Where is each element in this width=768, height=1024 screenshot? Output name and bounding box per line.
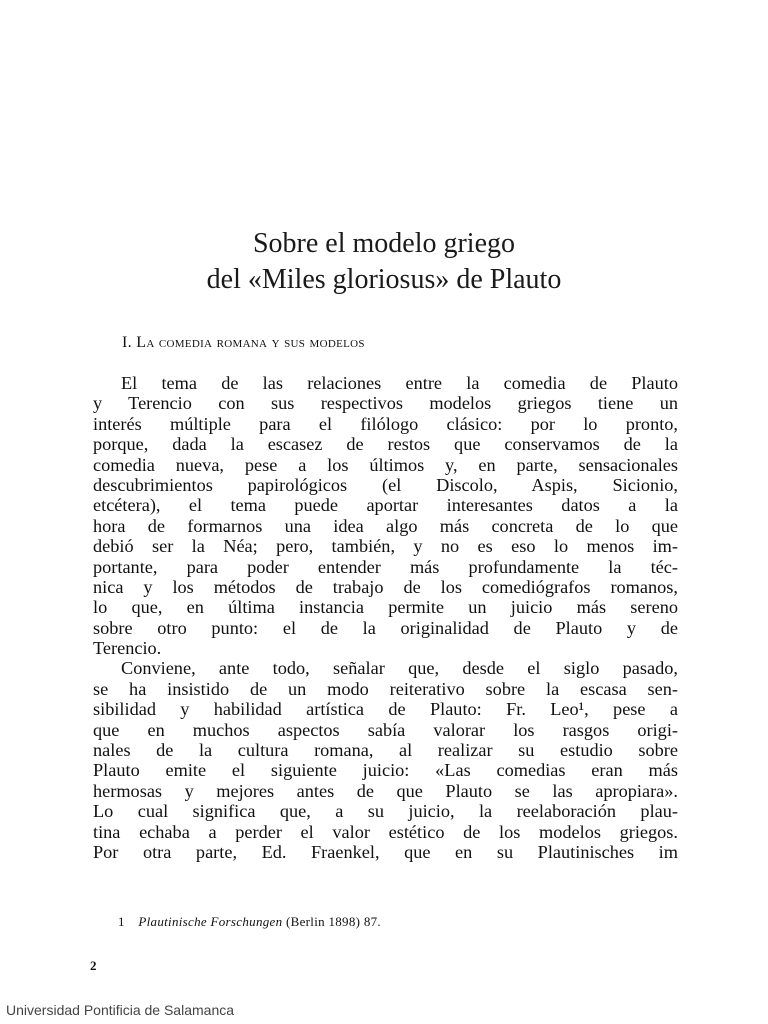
text-line: hermosas y mejores antes de que Plauto se las apropiara».: [93, 780, 678, 801]
text-line: lo que, en última instancia permite un juicio más sereno: [93, 597, 678, 618]
footnote-details: (Berlin 1898) 87.: [285, 914, 381, 929]
text-line: nales de la cultura romana, al realizar su estudio sobre: [93, 740, 678, 761]
text-line: Plauto emite el siguiente juicio: «Las comedias eran más: [93, 760, 678, 781]
text-line: hora de formarnos una idea algo más concreta de lo que: [93, 515, 678, 536]
text-line: interés múltiple para el filólogo clásico: por lo pronto,: [93, 413, 678, 434]
text-line: descubrimientos papirológicos (el Discolo, Aspis, Sicionio,: [93, 474, 678, 495]
footnote: [118, 914, 381, 930]
text-line: Por otra parte, Ed. Fraenkel, que en su Plautinisches im: [93, 841, 678, 862]
text-line: portante, para poder entender más profundamente la téc-: [93, 556, 678, 577]
footnote-work-title: Plautinische Forschungen: [138, 914, 283, 929]
text-line: debió ser la Néa; pero, también, y no es eso lo menos im-: [93, 536, 678, 557]
text-line: se ha insistido de un modo reiterativo sobre la escasa sen-: [93, 678, 678, 699]
text-line: etcétera), el tema puede aportar interesantes datos a la: [93, 495, 678, 516]
text-line: comedia nueva, pese a los últimos y, en parte, sensacionales: [93, 454, 678, 475]
section-number: I.: [122, 334, 132, 351]
text-line: que en muchos aspectos sabía valorar los rasgos origi-: [93, 719, 678, 740]
text-line: sobre otro punto: el de la originalidad de Plauto y de: [93, 617, 678, 638]
section-title-rest: a comedia romana y sus modelos: [146, 334, 365, 351]
text-line: porque, dada la escasez de restos que conservamos de la: [93, 434, 678, 455]
article-title: [0, 226, 768, 298]
paragraph-2: [93, 658, 678, 862]
text-line: tina echaba a perder el valor estético de los modelos griegos.: [93, 821, 678, 842]
title-line-1: Sobre el modelo griego: [252, 228, 516, 259]
text-line: Conviene, ante todo, señalar que, desde el siglo pasado,: [121, 658, 678, 679]
title-line-2: del «Miles gloriosus» de Plauto: [206, 264, 562, 295]
section-title-initial: L: [136, 334, 147, 351]
text-line: Terencio.: [93, 638, 162, 659]
page-number: 2: [90, 958, 97, 973]
text-line: Lo cual significa que, a su juicio, la reelaboración plau-: [93, 801, 678, 822]
footnote-number: 1: [118, 914, 125, 929]
text-line: y Terencio con sus respectivos modelos griegos tiene un: [93, 393, 678, 414]
institution-watermark: Universidad Pontificia de Salamanca: [6, 1002, 235, 1018]
body-text: [93, 373, 678, 862]
text-line: sibilidad y habilidad artística de Plauto: Fr. Leo¹, pese a: [93, 699, 678, 720]
text-line: nica y los métodos de trabajo de los comediógrafos romanos,: [93, 576, 678, 597]
section-heading: [122, 334, 365, 352]
paragraph-1: [93, 373, 678, 658]
text-line: El tema de las relaciones entre la comedia de Plauto: [121, 373, 678, 393]
